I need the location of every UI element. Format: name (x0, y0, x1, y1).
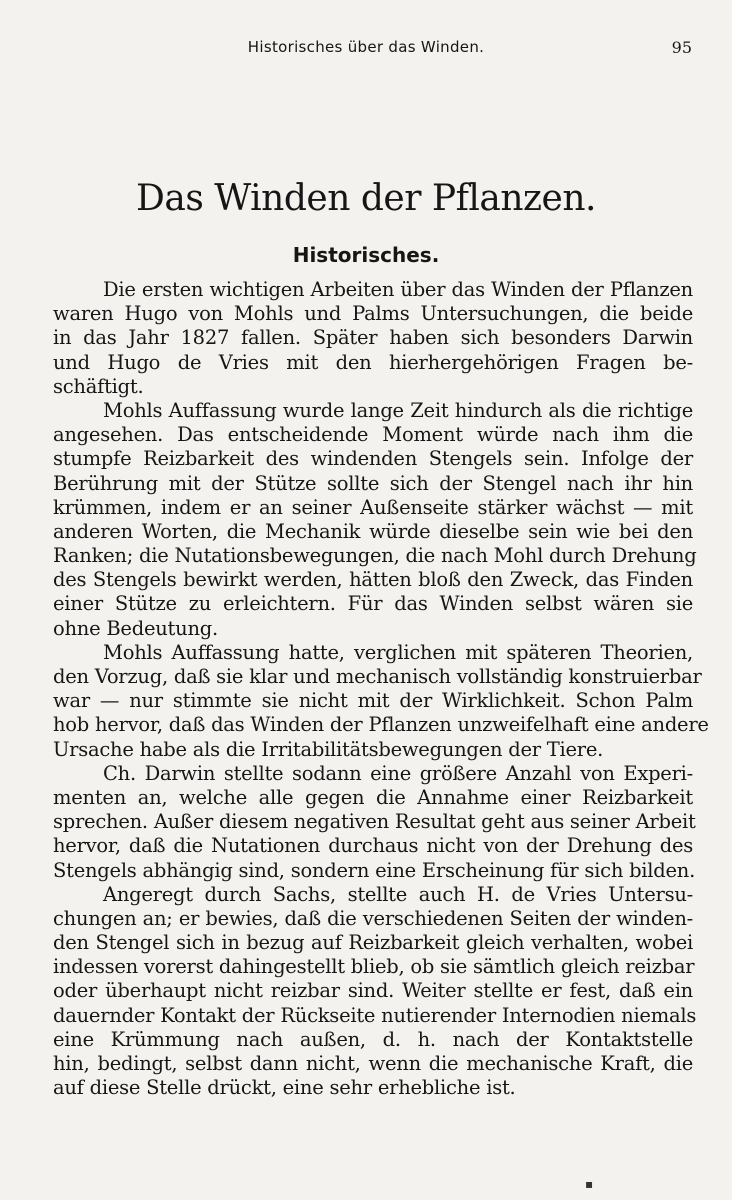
paragraph (53, 882, 697, 1101)
text-line: in das Jahr 1827 fallen. Später haben sich besonders Darwin (53, 326, 693, 350)
text-line: Ch. Darwin stellte sodann eine größere Anzahl von Experi- (103, 761, 693, 785)
text-line: den Vorzug, daß sie klar und mechanisch vollständig konstruierbar (53, 665, 702, 688)
text-line: dauernder Kontakt der Rückseite nutierender Internodien niemals (53, 1003, 697, 1027)
text-line: stumpfe Reizbarkeit des windenden Stengels sein. Infolge der (53, 447, 693, 471)
text-line: Angeregt durch Sachs, stellte auch H. de Vries Untersu- (103, 882, 693, 906)
text-line: auf diese Stelle drückt, eine sehr erhebliche ist. (53, 1076, 516, 1100)
text-line: Stengels abhängig sind, sondern eine Erscheinung für sich bilden. (53, 858, 696, 882)
text-line: indessen vorerst dahingestellt blieb, ob sie sämtlich gleich reizbar (53, 955, 695, 979)
text-line: Mohls Auffassung wurde lange Zeit hindurch als die richtige (103, 398, 693, 422)
paragraph (53, 398, 697, 641)
text-line: schäftigt. (53, 374, 144, 398)
running-title: Historisches über das Winden. (247, 38, 485, 56)
text-line: ohne Bedeutung. (53, 616, 218, 640)
text-line: angesehen. Das entscheidende Moment würde nach ihm die (53, 423, 693, 447)
text-line: hervor, daß die Nutationen durchaus nicht von der Drehung des (53, 834, 693, 858)
print-speck: ▪ (585, 1177, 594, 1191)
text-line: war — nur stimmte sie nicht mit der Wirklichkeit. Schon Palm (53, 689, 693, 713)
text-line: eine Krümmung nach außen, d. h. nach der Kontaktstelle (53, 1027, 693, 1051)
text-line: menten an, welche alle gegen die Annahme einer Reizbarkeit (53, 785, 693, 809)
text-line: sprechen. Außer diesem negativen Resultat geht aus seiner Arbeit (53, 810, 696, 834)
page-number: 95 (671, 38, 692, 57)
text-line: waren Hugo von Mohls und Palms Untersuchungen, die beide (53, 302, 693, 326)
text-line: Berührung mit der Stütze sollte sich der Stengel nach ihr hin (53, 471, 693, 495)
text-line: Mohls Auffassung hatte, verglichen mit späteren Theorien, (103, 640, 693, 664)
running-header (0, 38, 732, 64)
text-line: hob hervor, daß das Winden der Pflanzen unzweifelhaft eine andere (53, 713, 709, 737)
text-line: Die ersten wichtigen Arbeiten über das Winden der Pflanzen (103, 278, 693, 301)
body-text (53, 278, 709, 1100)
paragraph (53, 640, 709, 762)
text-line: einer Stütze zu erleichtern. Für das Winden selbst wären sie (53, 592, 693, 616)
paragraph (53, 761, 696, 883)
text-line: chungen an; er bewies, daß die verschiedenen Seiten der winden- (53, 906, 693, 930)
section-heading: Historisches. (292, 243, 440, 267)
text-line: den Stengel sich in bezug auf Reizbarkeit gleich verhalten, wobei (53, 931, 693, 955)
text-line: hin, bedingt, selbst dann nicht, wenn die mechanische Kraft, die (53, 1052, 693, 1075)
text-line: Ursache habe als die Irritabilitätsbewegungen der Tiere. (53, 737, 604, 761)
text-line: des Stengels bewirkt werden, hätten bloß den Zweck, das Finden (53, 568, 693, 592)
text-line: krümmen, indem er an seiner Außenseite stärker wächst — mit (53, 495, 693, 519)
text-line: Ranken; die Nutationsbewegungen, die nach Mohl durch Drehung (53, 544, 697, 568)
text-line: anderen Worten, die Mechanik würde dieselbe sein wie bei den (53, 519, 693, 543)
chapter-title: Das Winden der Pflanzen. (136, 178, 596, 219)
text-line: oder überhaupt nicht reizbar sind. Weiter stellte er fest, daß ein (53, 979, 693, 1003)
text-line: und Hugo de Vries mit den hierhergehörigen Fragen be- (53, 350, 693, 374)
paragraph (53, 278, 693, 399)
